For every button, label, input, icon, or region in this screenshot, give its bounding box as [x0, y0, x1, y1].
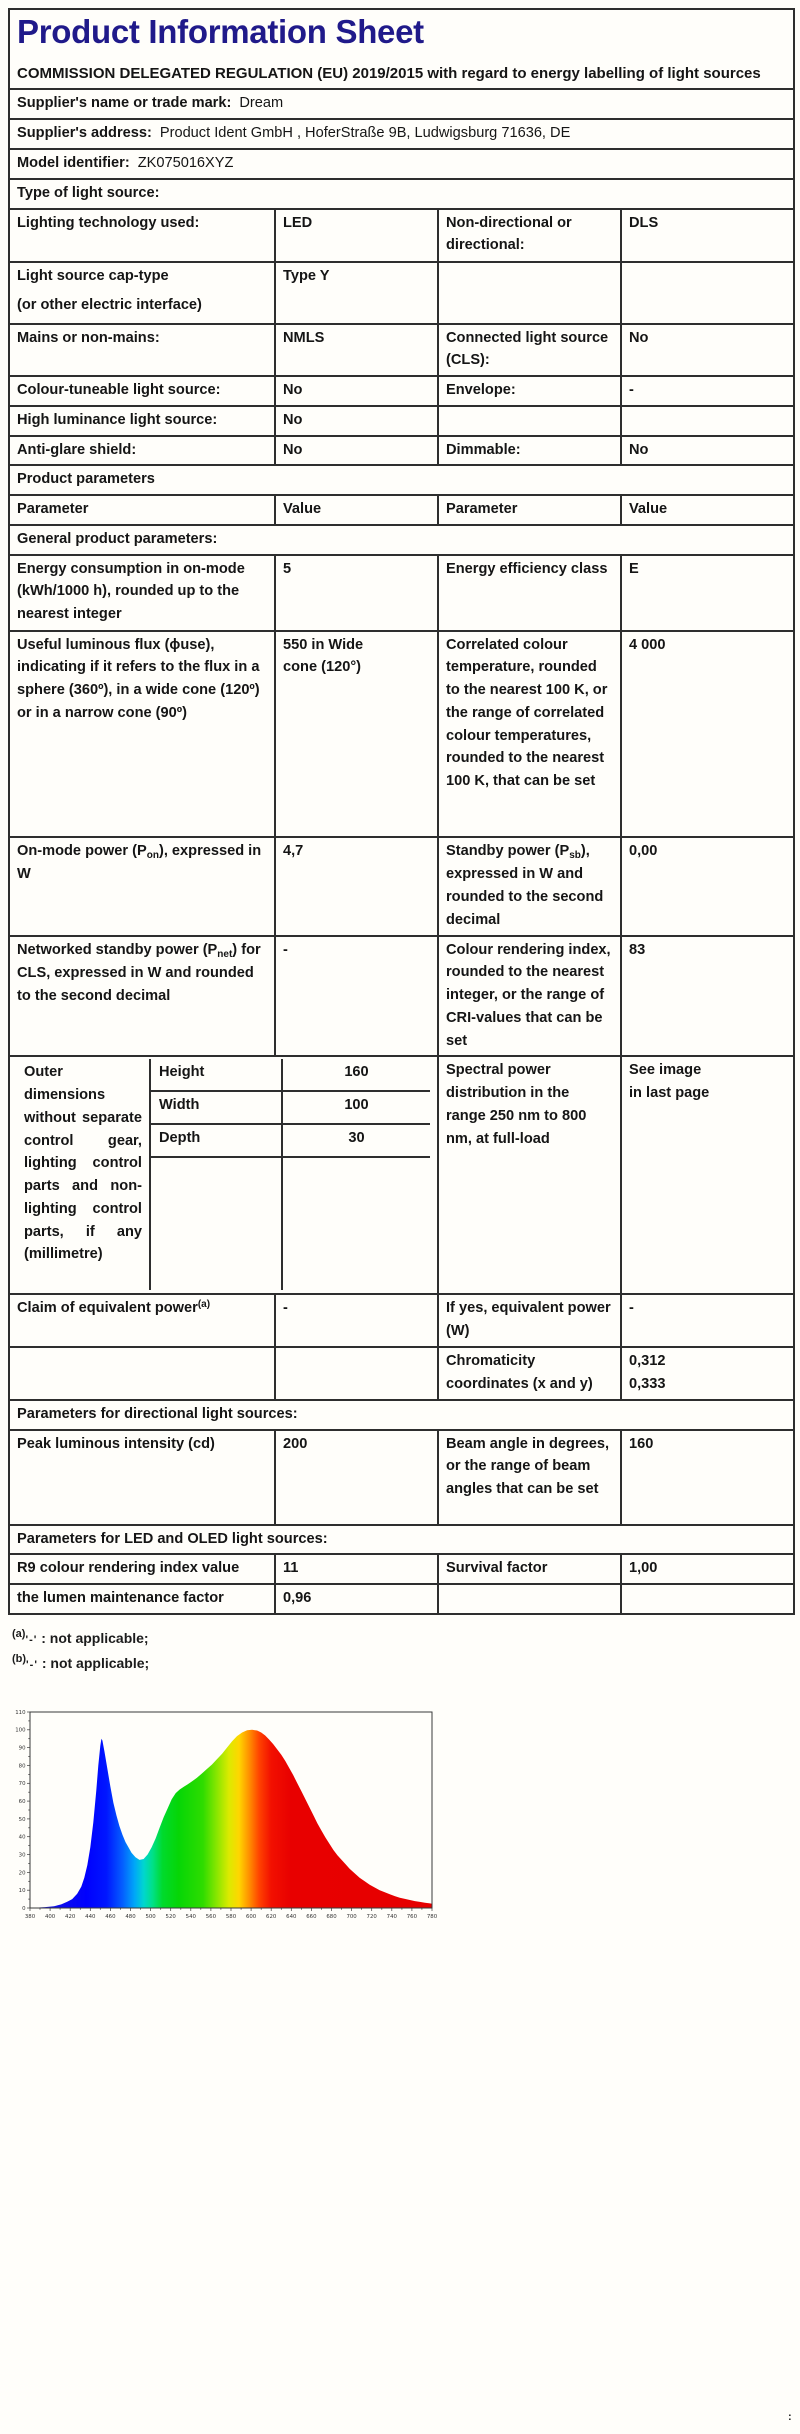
value-cell: No	[621, 436, 794, 466]
value-cell: -	[621, 376, 794, 406]
value-cell: 0,00	[621, 837, 794, 936]
svg-text:380: 380	[24, 1914, 36, 1920]
value-cell: 0,312 0,333	[621, 1347, 794, 1400]
param-cell: If yes, equivalent power (W)	[438, 1294, 621, 1347]
svg-text:500: 500	[145, 1914, 156, 1920]
dimension-depth-label: Depth	[151, 1125, 283, 1158]
supplier-name-value: Dream	[239, 95, 284, 112]
param-cell: Correlated colour temperature, rounded to the nearest 100 K, or the range of correlated colour temperatures, rounded to the nearest 100 K, that can be set	[438, 631, 621, 837]
product-parameters-header: Product parameters	[9, 465, 794, 495]
value-cell: NMLS	[275, 324, 438, 377]
param-cell: Dimmable:	[438, 436, 621, 466]
document-table	[8, 8, 793, 1678]
param-cell: Useful luminous flux (ϕuse), indicating if it refers to the flux in a sphere (360º), in a wide cone (120º) or in a narrow cone (90º)	[9, 631, 275, 837]
svg-text:20: 20	[18, 1870, 26, 1877]
param-cell: Connected light source (CLS):	[438, 324, 621, 377]
column-header: Parameter	[438, 495, 621, 525]
param-cell: Energy efficiency class	[438, 555, 621, 631]
value-cell: No	[621, 324, 794, 377]
param-cell: Anti-glare shield:	[9, 436, 275, 466]
value-cell	[275, 1347, 438, 1400]
directional-parameters-header: Parameters for directional light sources:	[9, 1400, 794, 1430]
outer-dimensions-label: Outer dimensions without separate control gear, lighting control parts and non-lighting control parts, if any (millimetre)	[17, 1059, 151, 1290]
supplier-address-row	[9, 119, 794, 149]
svg-text:100: 100	[15, 1727, 26, 1734]
value-cell: 11	[275, 1554, 438, 1584]
page-title: Product Information Sheet	[17, 13, 424, 50]
param-cell: Spectral power distribution in the range 250 nm to 800 nm, at full-load	[438, 1056, 621, 1294]
value-cell	[621, 406, 794, 436]
svg-text:780: 780	[426, 1914, 438, 1920]
value-cell: DLS	[621, 209, 794, 262]
svg-text:740: 740	[386, 1914, 397, 1920]
param-cell: Survival factor	[438, 1554, 621, 1584]
value-cell: No	[275, 406, 438, 436]
svg-text:680: 680	[326, 1914, 337, 1920]
param-cell: Colour rendering index, rounded to the nearest integer, or the range of CRI-values that can be set	[438, 936, 621, 1057]
supplier-address-value: Product Ident GmbH , HoferStraße 9B, Ludwigsburg 71636, DE	[159, 125, 571, 142]
param-cell: Networked standby power $(P_{net})$ for CLS, expressed in W and rounded to the second decimal	[9, 936, 275, 1057]
value-cell	[621, 1584, 794, 1614]
value-cell: 5	[275, 555, 438, 631]
value-cell: 4,7	[275, 837, 438, 936]
value-cell: -	[275, 1294, 438, 1347]
general-product-parameters-header: General product parameters:	[9, 525, 794, 555]
svg-text:70: 70	[18, 1781, 26, 1788]
value-cell: 160	[621, 1430, 794, 1525]
column-header: Parameter	[9, 495, 275, 525]
param-cell: Non-directional or directional:	[438, 209, 621, 262]
svg-text:30: 30	[18, 1852, 26, 1859]
param-cell: the lumen maintenance factor	[9, 1584, 275, 1614]
svg-text:580: 580	[225, 1914, 237, 1920]
param-cell: On-mode power $(P_{on})$, expressed in W	[9, 837, 275, 936]
svg-text:660: 660	[306, 1914, 317, 1920]
supplier-address-label: Supplier's address:	[17, 125, 152, 142]
outer-dimensions-cell	[9, 1056, 438, 1294]
param-cell: Claim of equivalent power$^{(a)}$	[9, 1294, 275, 1347]
footnote-a: $^{(a)}$'-' : not applicable;	[12, 1627, 149, 1646]
type-of-light-source-header: Type of light source:	[9, 179, 794, 209]
param-cell: Peak luminous intensity (cd)	[9, 1430, 275, 1525]
dimension-height-value: 160	[283, 1059, 430, 1092]
svg-text:640: 640	[286, 1914, 297, 1920]
value-cell: 1,00	[621, 1554, 794, 1584]
title-block	[9, 9, 794, 89]
spd-chart-container	[8, 1704, 438, 1927]
param-cell: Lighting technology used:	[9, 209, 275, 262]
svg-text:440: 440	[85, 1914, 96, 1920]
value-cell	[621, 262, 794, 324]
param-cell: Mains or non-mains:	[9, 324, 275, 377]
svg-text:90: 90	[18, 1745, 26, 1752]
svg-text:40: 40	[18, 1834, 26, 1841]
value-cell: No	[275, 436, 438, 466]
svg-text:60: 60	[18, 1799, 26, 1805]
spectral-power-distribution-chart	[8, 1704, 438, 1922]
value-cell: E	[621, 555, 794, 631]
svg-text:760: 760	[406, 1914, 418, 1920]
param-cell: Chromaticity coordinates (x and y)	[438, 1347, 621, 1400]
dimension-filler	[151, 1158, 283, 1290]
param-cell	[438, 1584, 621, 1614]
model-identifier-label: Model identifier:	[17, 154, 130, 171]
column-header: Value	[621, 495, 794, 525]
supplier-name-row	[9, 89, 794, 119]
svg-text:0: 0	[22, 1905, 26, 1912]
svg-text:10: 10	[18, 1888, 26, 1895]
param-cell: Envelope:	[438, 376, 621, 406]
value-cell: 550 in Wide cone (120°)	[275, 631, 438, 837]
page-corner-artifact: :	[788, 2411, 792, 2423]
param-cell: Energy consumption in on-mode (kWh/1000 h), rounded up to the nearest integer	[9, 555, 275, 631]
dimension-width-label: Width	[151, 1092, 283, 1125]
param-cell: Colour-tuneable light source:	[9, 376, 275, 406]
svg-text:80: 80	[18, 1763, 26, 1770]
param-cell	[438, 262, 621, 324]
value-cell: No	[275, 376, 438, 406]
value-cell: See image in last page	[621, 1056, 794, 1294]
value-cell: Type Y	[275, 262, 438, 324]
model-identifier-value: ZK075016XYZ	[137, 154, 234, 171]
value-cell: LED	[275, 209, 438, 262]
footnote-b: $^{(b)}$'-' : not applicable;	[12, 1652, 150, 1671]
value-cell: 4 000	[621, 631, 794, 837]
value-cell: 83	[621, 936, 794, 1057]
param-cell: R9 colour rendering index value	[9, 1554, 275, 1584]
model-identifier-row	[9, 149, 794, 179]
svg-text:620: 620	[266, 1914, 277, 1920]
svg-text:420: 420	[65, 1914, 76, 1920]
param-cell: High luminance light source:	[9, 406, 275, 436]
supplier-name-label: Supplier's name or trade mark:	[17, 95, 232, 112]
param-cell: Light source cap-type (or other electric interface)	[9, 262, 275, 324]
value-cell: -	[275, 936, 438, 1057]
svg-text:700: 700	[346, 1914, 357, 1920]
svg-text:480: 480	[125, 1914, 136, 1920]
dimension-height-label: Height	[151, 1059, 283, 1092]
regulation-text: COMMISSION DELEGATED REGULATION (EU) 2019/2015 with regard to energy labelling of light sources	[17, 64, 761, 82]
svg-text:540: 540	[185, 1914, 196, 1920]
footnotes	[12, 1628, 793, 1671]
svg-text:110: 110	[15, 1709, 26, 1716]
param-cell	[9, 1347, 275, 1400]
value-cell: -	[621, 1294, 794, 1347]
dimension-width-value: 100	[283, 1092, 430, 1125]
svg-text:720: 720	[366, 1914, 377, 1920]
svg-text:460: 460	[105, 1914, 116, 1920]
svg-text:520: 520	[165, 1914, 176, 1920]
param-cell	[438, 406, 621, 436]
value-cell: 0,96	[275, 1584, 438, 1614]
svg-text:600: 600	[245, 1914, 257, 1920]
led-oled-parameters-header: Parameters for LED and OLED light sources:	[9, 1525, 794, 1555]
value-cell: 200	[275, 1430, 438, 1525]
column-header: Value	[275, 495, 438, 525]
param-cell: Beam angle in degrees, or the range of beam angles that can be set	[438, 1430, 621, 1525]
param-cell: Standby power $(P_{sb})$, expressed in W and rounded to the second decimal	[438, 837, 621, 936]
svg-text:400: 400	[44, 1914, 56, 1920]
svg-text:560: 560	[205, 1914, 217, 1920]
svg-text:50: 50	[18, 1816, 26, 1823]
dimension-depth-value: 30	[283, 1125, 430, 1158]
